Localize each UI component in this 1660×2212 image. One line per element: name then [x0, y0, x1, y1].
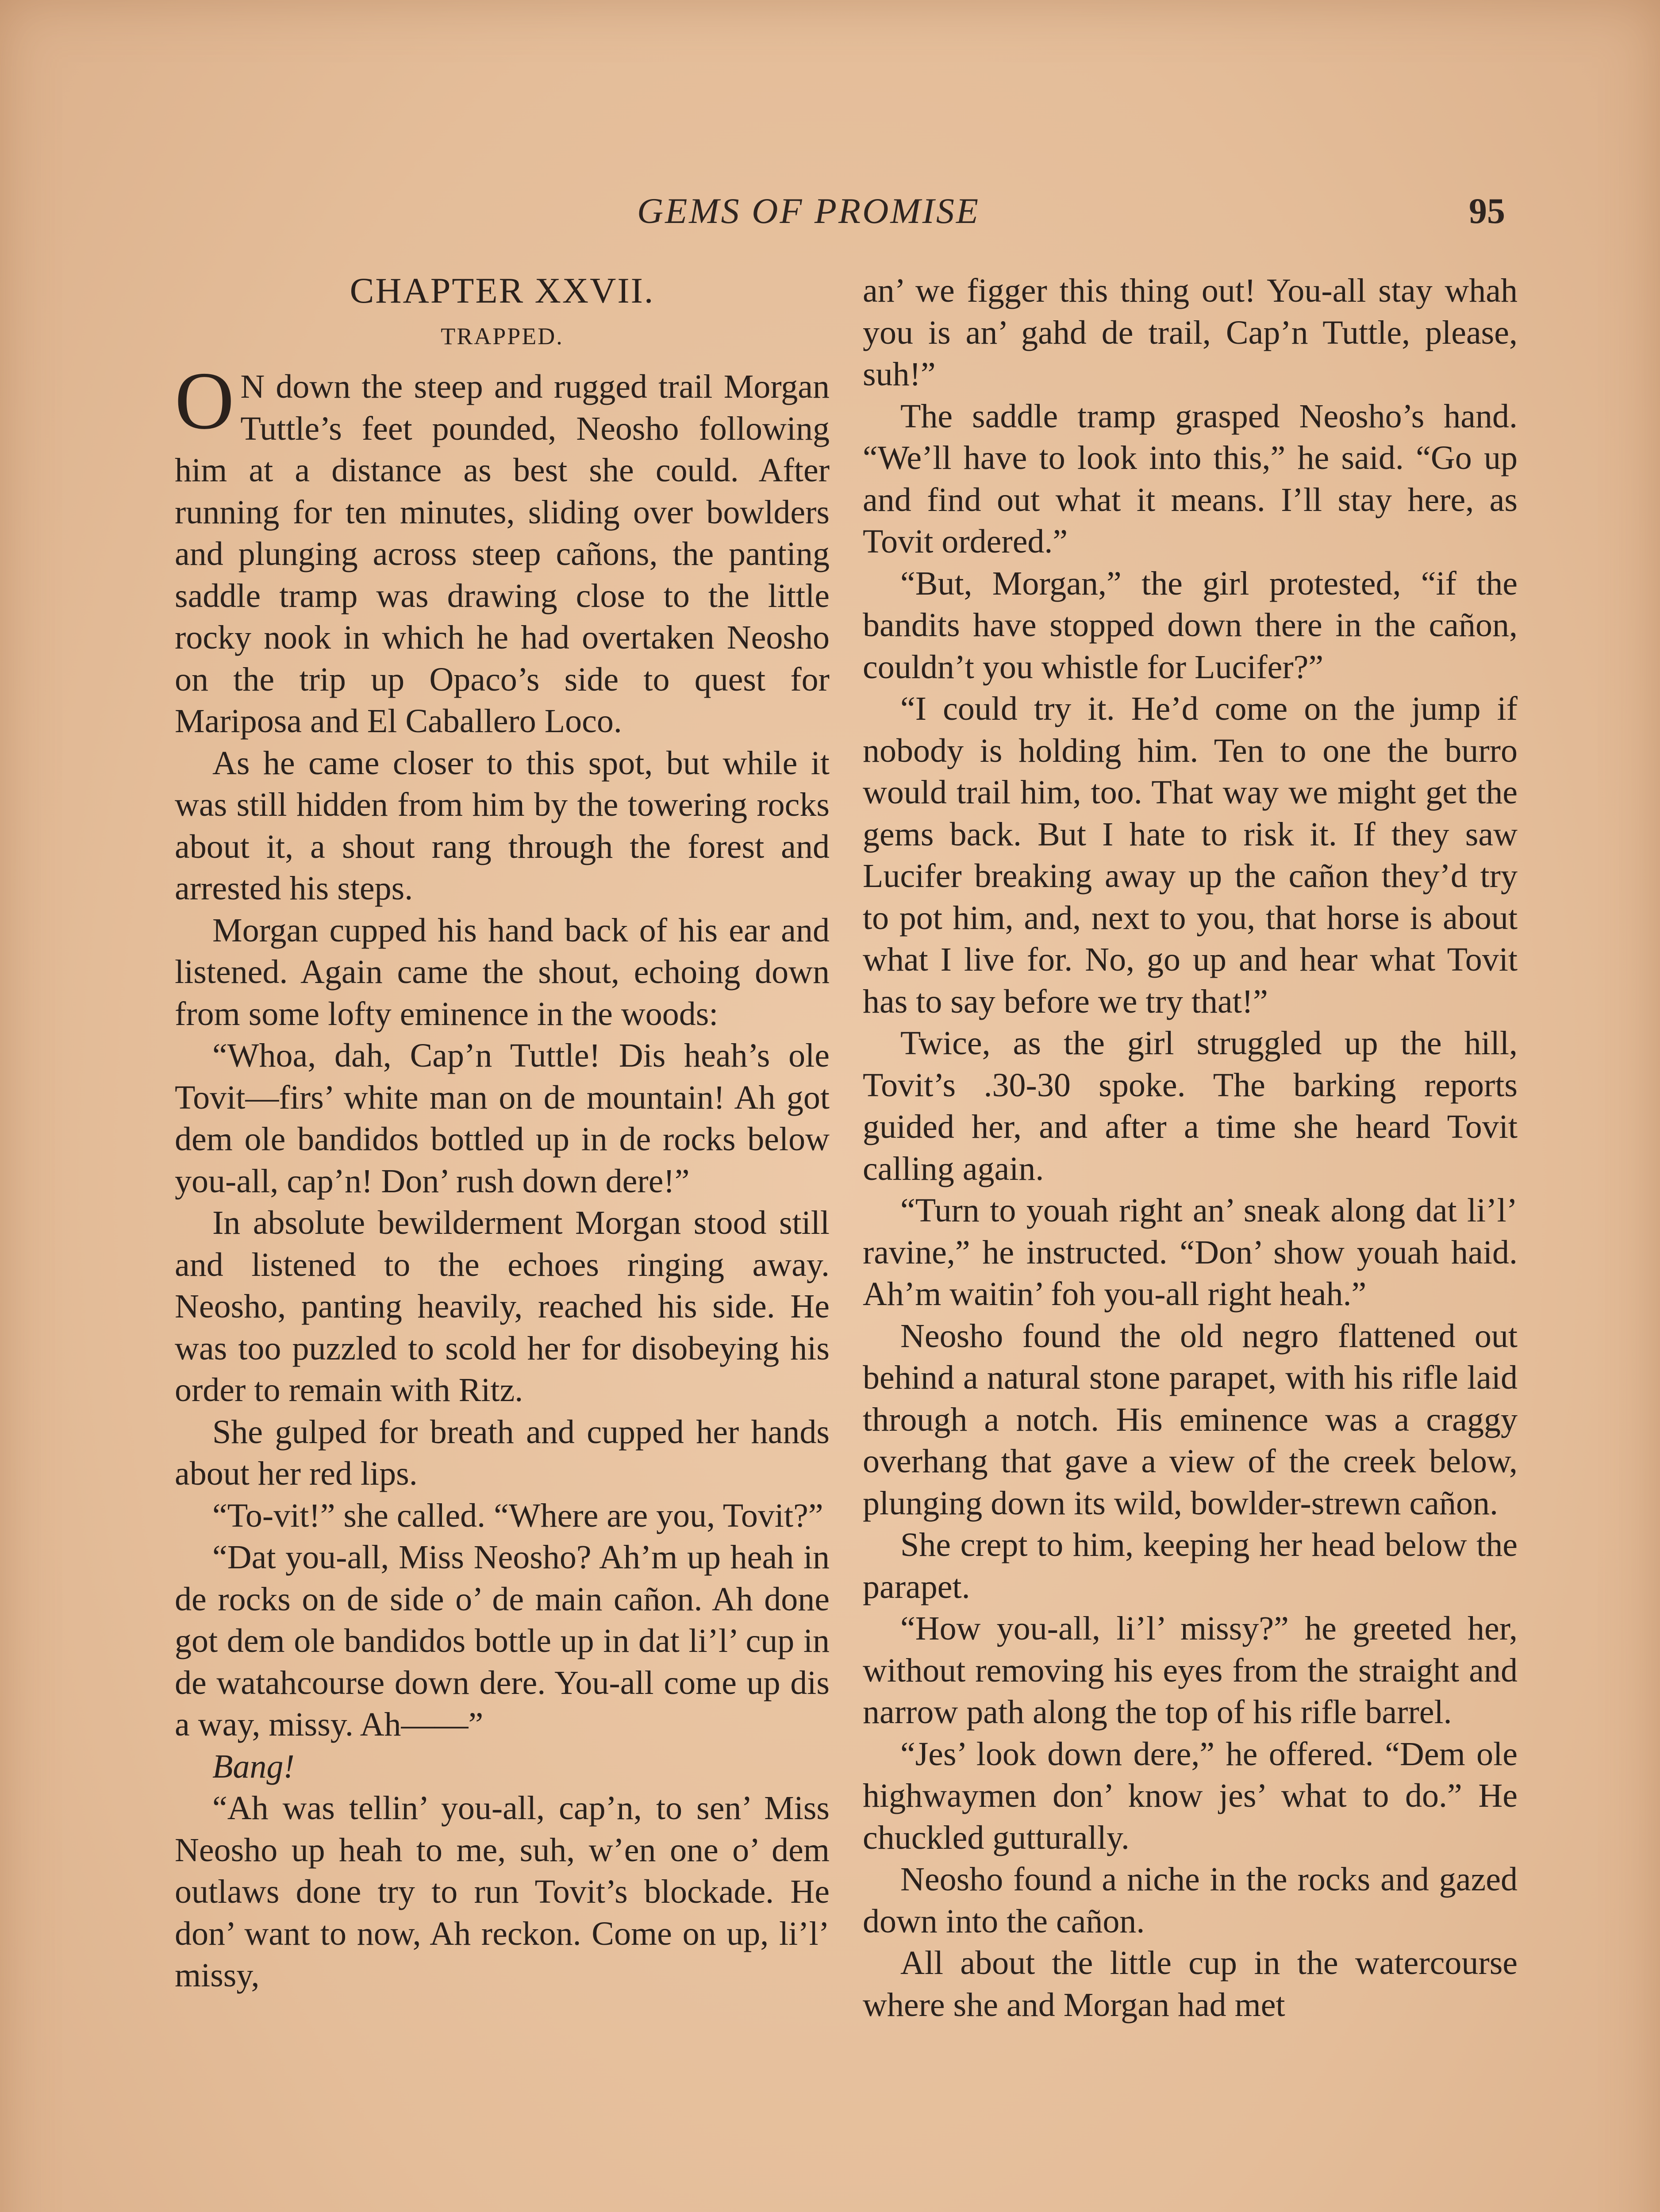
- paragraph: All about the little cup in the watercourse where she and Morgan had met: [863, 1944, 1518, 2024]
- right-column: [863, 270, 1518, 2026]
- paragraph: Morgan cupped his hand back of his ear and listened. Again came the shout, echoing down from some lofty eminence in the woods:: [175, 911, 830, 1033]
- paragraph: “Turn to youah right an’ sneak along dat li’l’ ravine,” he instructed. “Don’ show youah haid. Ah’m waitin’ foh you-all right heah.”: [863, 1192, 1518, 1313]
- paragraph-continuation: an’ we figger this thing out! You-all stay whah you is an’ gahd de trail, Cap’n Tuttle, please, suh!”: [863, 272, 1518, 393]
- paragraph: “I could try it. He’d come on the jump if nobody is holding him. Ten to one the burro would trail him, too. That way we might get the gems back. But I hate to risk it. If they saw Lucifer breaking away up the cañon they’d try to pot him, and, next to you, that horse is about what I live for. No, go up and hear what Tovit has to say before we try that!”: [863, 690, 1518, 1020]
- paragraph-text: N down the steep and rugged trail Morgan Tuttle’s feet pounded, Neosho following him at a distance as best she could. After running for ten minutes, sliding over bowlders and plunging across steep cañons, the panting saddle tramp was drawing close to the little rocky nook in which he had overtaken Neosho on the trip up Opaco’s side to quest for Mariposa and El Caballero Loco.: [175, 368, 830, 740]
- paragraph: “Dat you-all, Miss Neosho? Ah’m up heah in de rocks on de side o’ de main cañon. Ah done got dem ole bandidos bottle up in dat li’l’ cup in de watahcourse down dere. You-all come up dis a way, missy. Ah——”: [175, 1539, 830, 1743]
- chapter-title: CHAPTER XXVII.: [350, 270, 655, 311]
- left-column: [175, 270, 830, 1997]
- paragraph: “To-vit!” she called. “Where are you, Tovit?”: [212, 1497, 823, 1534]
- paragraph: Twice, as the girl struggled up the hill, Tovit’s .30-30 spoke. The barking reports guided her, and after a time she heard Tovit calling again.: [863, 1025, 1518, 1187]
- paragraph: The saddle tramp grasped Neosho’s hand. “We’ll have to look into this,” he said. “Go up and find out what it means. I’ll stay here, as Tovit ordered.”: [863, 397, 1518, 560]
- paragraph: Neosho found a niche in the rocks and gazed down into the cañon.: [863, 1861, 1518, 1940]
- paragraph-bang: Bang!: [212, 1747, 295, 1785]
- paragraph: She crept to him, keeping her head below the parapet.: [863, 1526, 1518, 1605]
- paragraph: “How you-all, li’l’ missy?” he greeted her, without removing his eyes from the straight and narrow path along the top of his rifle barrel.: [863, 1610, 1518, 1731]
- paragraph: As he came closer to this spot, but while it was still hidden from him by the towering rocks about it, a shout rang through the forest and arrested his steps.: [175, 744, 830, 907]
- chapter-subtitle: TRAPPED.: [441, 323, 564, 349]
- paragraph: She gulped for breath and cupped her hands about her red lips.: [175, 1413, 830, 1492]
- paragraph: “Jes’ look down dere,” he offered. “Dem ole highwaymen don’ know jes’ what to do.” He chuckled gutturally.: [863, 1735, 1518, 1856]
- paragraph: [175, 355, 830, 742]
- paragraph: “Whoa, dah, Cap’n Tuttle! Dis heah’s ole Tovit—firs’ white man on de mountain! Ah got dem ole bandidos bottled up in de rocks below you-all, cap’n! Don’ rush down dere!”: [175, 1037, 830, 1200]
- page-number: 95: [1469, 191, 1505, 231]
- paragraph: “But, Morgan,” the girl protested, “if the bandits have stopped down there in the cañon, couldn’t you whistle for Lucifer?”: [863, 565, 1518, 686]
- paragraph: Neosho found the old negro flattened out behind a natural stone parapet, with his rifle laid through a notch. His eminence was a craggy overhang that gave a view of the creek below, plunging down its wild, bowlder-strewn cañon.: [863, 1317, 1518, 1522]
- drop-cap: O: [175, 355, 234, 446]
- paragraph: In absolute bewilderment Morgan stood still and listened to the echoes ringing away. Neosho, panting heavily, reached his side. He was too puzzled to scold her for disobeying his order to remain with Ritz.: [175, 1204, 830, 1409]
- paragraph: “Ah was tellin’ you-all, cap’n, to sen’ Miss Neosho up heah to me, suh, w’en one o’ dem outlaws done try to run Tovit’s blockade. He don’ want to now, Ah reckon. Come on up, li’l’ missy,: [175, 1790, 830, 1994]
- running-head: GEMS OF PROMISE: [637, 191, 980, 231]
